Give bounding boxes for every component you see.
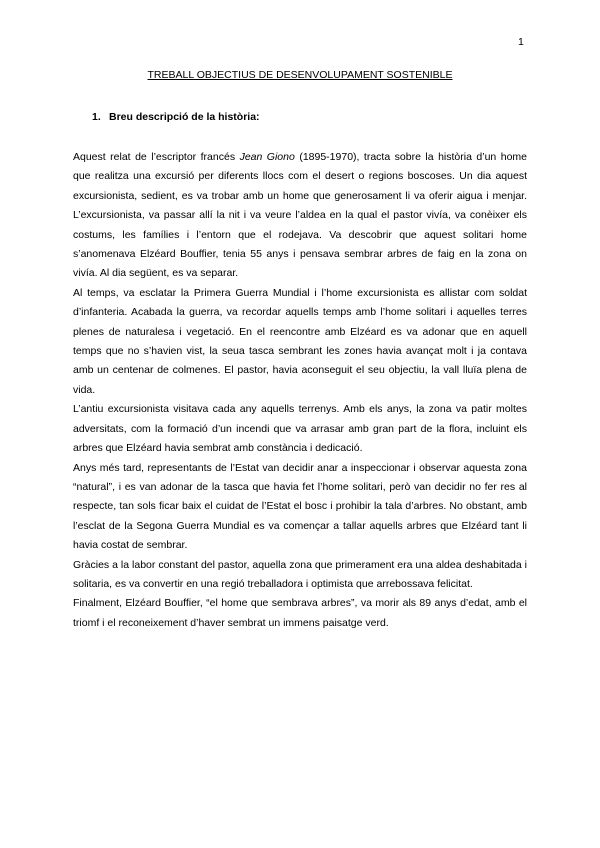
- page-number: 1: [518, 36, 524, 48]
- section-heading-text: Breu descripció de la història:: [109, 111, 260, 123]
- paragraph-1-rest: (1895-1970), tracta sobre la història d’un home que realitza una excursió per diferents llocs com el desert o regions boscoses. Un dia aquest excursionista, sedient, es va trobar amb un home que generosament li va oferir aigua i menjar. L’excursionista, va passar allí la nit i va veure l’aldea en la qual el pastor vivía, va conèixer els costums, les famílies i l’entorn que el rodejava. Va descobrir que aquest solitari home s’anomenava Elzéard Bouffier, tenia 55 anys i pensava sembrar arbres de faig en la zona on vivía. Al dia següent, es va separar.: [73, 151, 527, 280]
- paragraph-6: Finalment, Elzéard Bouffier, “el home que sembrava arbres”, va morir als 89 anys d’edat, amb el triomf i el reconeixement d’haver sembrat un immens paisatge verd.: [73, 597, 527, 629]
- author-name: Jean Giono: [239, 151, 295, 163]
- paragraph-1-intro: Aquest relat de l’escriptor francés: [73, 151, 240, 163]
- body-text: [73, 148, 527, 633]
- document-title: TREBALL OBJECTIUS DE DESENVOLUPAMENT SOSTENIBLE: [147, 69, 453, 81]
- section-heading: [92, 111, 260, 123]
- paragraph-4: Anys més tard, representants de l’Estat van decidir anar a inspeccionar i observar aquesta zona “natural”, i es van adonar de la tasca que havia fet l’home solitari, però van decidir no fer res al respecte, tan sols ficar baix el cuidat de l’Estat el bosc i prohibir la tala d’arbres. No obstant, amb l’esclat de la Segona Guerra Mundial es va començar a tallar aquells arbres que Elzéard tant li havia costat de sembrar.: [73, 461, 527, 552]
- paragraph-2: Al temps, va esclatar la Primera Guerra Mundial i l’home excursionista es allistar com soldat d’infanteria. Acabada la guerra, va recordar aquells temps amb l’home solitari i aquelles terres plenes de naturalesa i vegetació. En el reencontre amb Elzéard es va adonar que en aquell temps que no s’havien vist, la seua tasca sembrant les zones havia avançat molt i ja contava amb un centenar de colmenes. El pastor, havia aconseguit el seu objectiu, la vall lluïa plena de vida.: [73, 286, 527, 396]
- paragraph-3: L’antiu excursionista visitava cada any aquells terrenys. Amb els anys, la zona va patir moltes adversitats, com la formació d’un incendi que va arrasar amb gran part de la flora, incluint els arbres que Elzéard havia sembrat amb constància i dedicació.: [73, 403, 527, 455]
- section-number: 1.: [92, 111, 101, 123]
- paragraph-1: [73, 148, 527, 284]
- paragraph-5: Gràcies a la labor constant del pastor, aquella zona que primerament era una aldea deshabitada i solitaria, es va convertir en una regió treballadora i optimista que arrebossava felicitat.: [73, 558, 527, 590]
